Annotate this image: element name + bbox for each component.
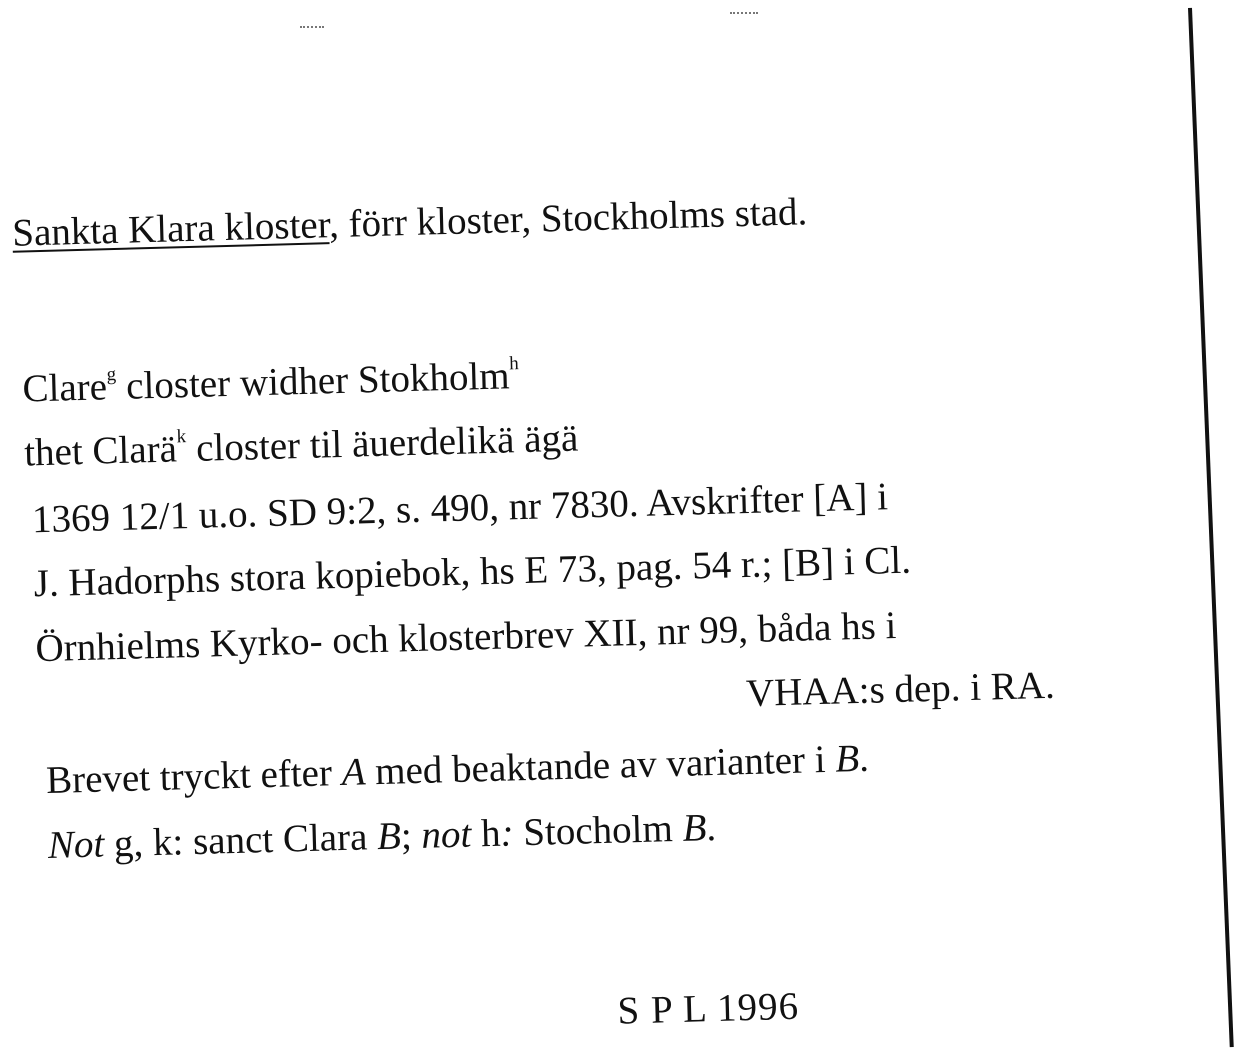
source-line: 1369 12/1 u.o. SD 9:2, s. 490, nr 7830. Avskrifter [A] i <box>31 475 889 542</box>
note-line: Brevet tryckt efter A med beaktande av varianter i B. <box>45 736 870 803</box>
footnote-mark: h <box>508 353 519 375</box>
place-description: , förr kloster, Stockholms stad. <box>328 190 808 247</box>
page-title <box>11 190 808 255</box>
place-name: Sankta Klara kloster <box>11 203 330 255</box>
form-line: Clare$^g$ closter widher Stokholm$^h$ <box>21 353 519 411</box>
signature: S P L 1996 <box>616 984 800 1033</box>
form-line: thet Clarä$^k$ closter til äuerdelikä ägä <box>23 416 579 475</box>
source-line: VHAA:s dep. i RA. <box>745 663 1056 716</box>
source-line: Örnhielms Kyrko- och klosterbrev XII, nr 99, båda hs i <box>34 603 897 671</box>
footnote-mark: g <box>106 363 117 386</box>
note-line: Not g, k: sanct Clara B; not h: Stocholm B. <box>47 805 717 868</box>
footnote-mark: k <box>176 426 187 448</box>
source-line: J. Hadorphs stora kopiebok, hs E 73, pag. 54 r.; [B] i Cl. <box>33 538 912 606</box>
